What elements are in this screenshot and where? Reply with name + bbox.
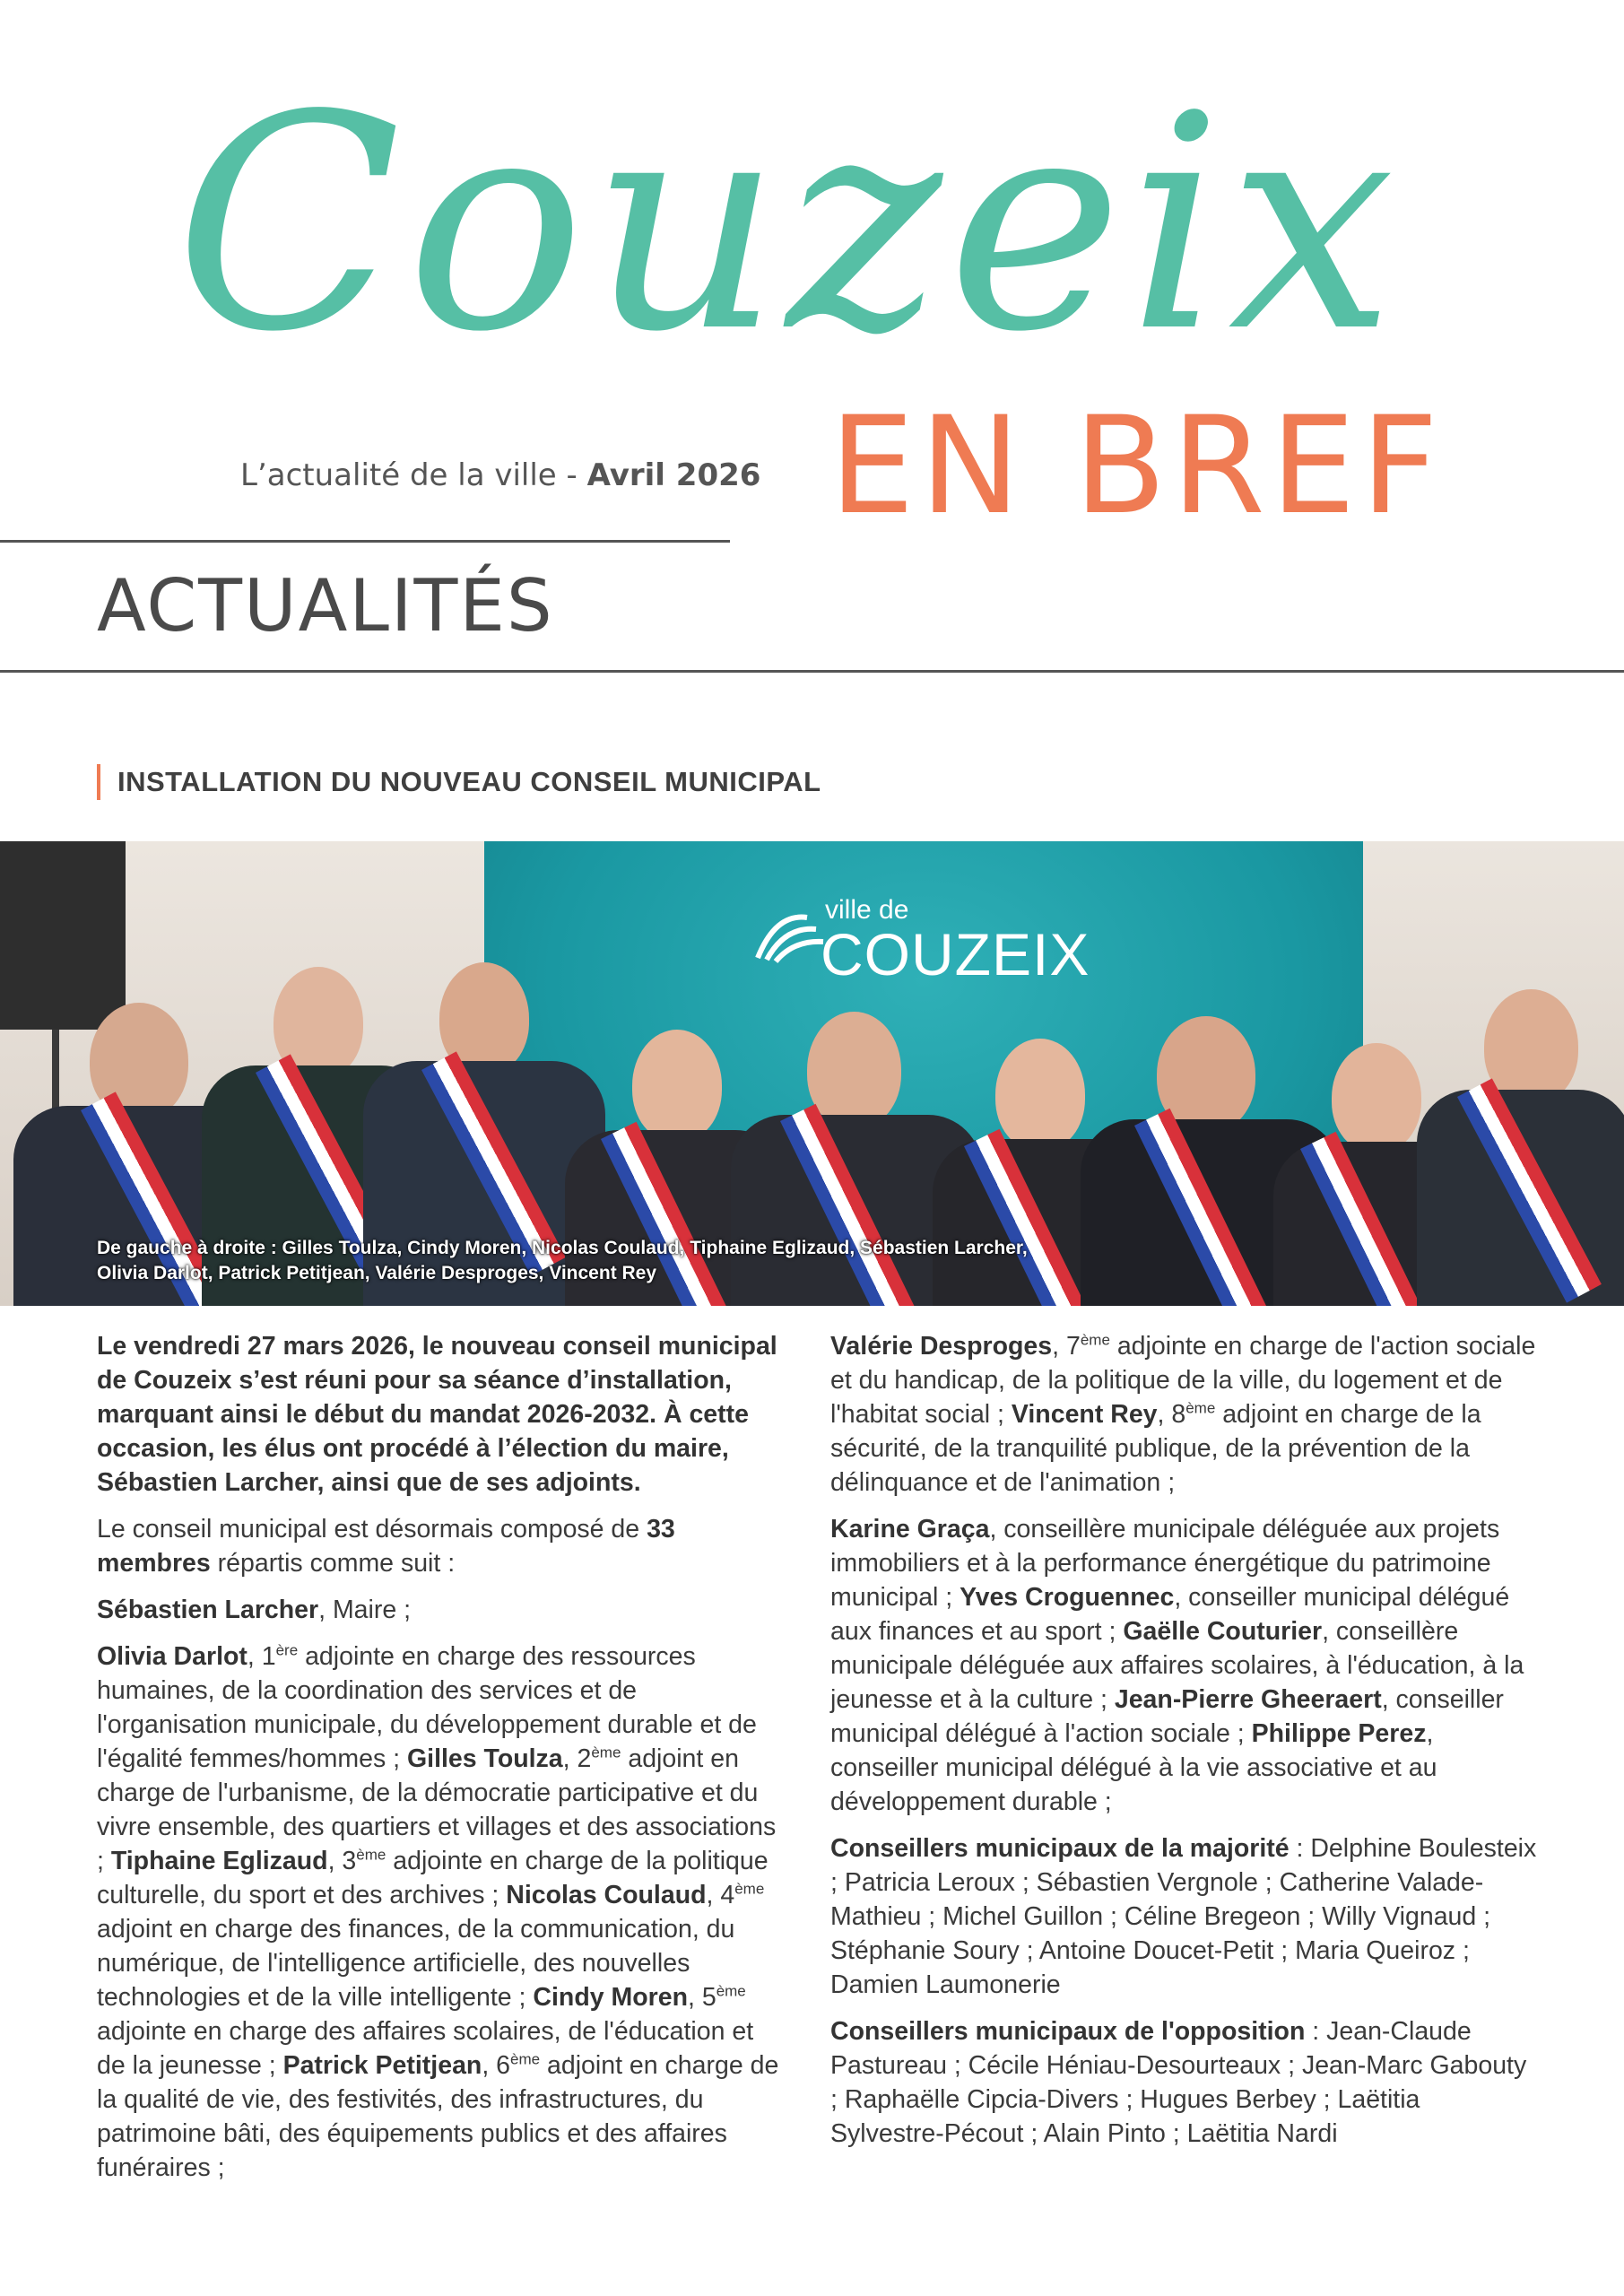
adjoint-role: adjointe en charge de la politique culturelle, du sport et des archives ; — [97, 1847, 769, 1909]
backdrop-couzeix: COUZEIX — [821, 921, 1090, 987]
delegue-name: Philippe Perez — [1251, 1719, 1427, 1748]
adjoints-paragraph — [97, 1639, 786, 2185]
adjoint-rank: , 7 — [1052, 1332, 1081, 1361]
adjoint-role: adjoint en charge de la sécurité, de la tranquilité publique, de la prévention de la délinquance et de l'animation ; — [830, 1400, 1481, 1497]
adjoint-rank-suffix: ère — [275, 1641, 299, 1659]
adjoint-role: adjointe en charge des affaires scolaires, de l'éducation et de la jeunesse ; — [97, 2017, 754, 2080]
article-column-left — [97, 1329, 786, 2197]
article-kicker: INSTALLATION DU NOUVEAU CONSEIL MUNICIPAL — [117, 766, 821, 797]
maire-role: , Maire ; — [318, 1596, 412, 1624]
adjoint-rank-suffix: ème — [1080, 1331, 1110, 1349]
adjoint-name: Cindy Moren — [533, 1983, 688, 2012]
adjoint-role: adjoint en charge des finances, de la communication, du numérique, de l'intelligence artificielle, des nouvelles technologies et de la ville intelligente ; — [97, 1915, 735, 2012]
composition-count: 33 membres — [97, 1515, 675, 1578]
loudspeaker — [0, 841, 126, 1030]
section-divider — [0, 670, 1624, 673]
masthead-divider — [0, 540, 730, 543]
composition-outro: répartis comme suit : — [210, 1549, 456, 1578]
maire-paragraph — [97, 1593, 786, 1627]
adjoint-role: adjointe en charge de l'action sociale et du handicap, de la politique de la ville, du logement et de l'habitat social ; — [830, 1332, 1536, 1429]
adjoint-rank-suffix: ème — [356, 1846, 386, 1864]
majorite-list: : Delphine Boulesteix ; Patricia Leroux ; Sébastien Vergnole ; Catherine Valade-Mathieu ; Michel Guillon ; Céline Bregeon ; Willy Vignaud ; Stéphanie Soury ; Antoine Doucet-Petit ; Maria Queiroz ; Damien Laumonerie — [830, 1834, 1537, 1999]
article-lead: Le vendredi 27 mars 2026, le nouveau conseil municipal de Couzeix s’est réuni pour sa séance d’installation, marquant ainsi le début du mandat 2026-2032. À cette occasion, les élus ont procédé à l’élection du maire, Sébastien Larcher, ainsi que de ses adjoints. — [97, 1332, 777, 1497]
tagline-prefix: L’actualité de la ville - — [240, 457, 587, 493]
adjoint-rank: , 4 — [706, 1881, 735, 1909]
adjoint-name: Gilles Toulza — [406, 1744, 563, 1773]
kicker-accent-bar — [97, 764, 100, 800]
photo-caption — [97, 1236, 1173, 1286]
delegue-name: Gaëlle Couturier — [1123, 1617, 1323, 1646]
tagline — [240, 456, 760, 495]
adjoint-rank: , 1 — [247, 1642, 276, 1671]
adjoint-rank: , 8 — [1157, 1400, 1186, 1429]
maire-name: Sébastien Larcher — [97, 1596, 319, 1624]
adjoint-name: Vincent Rey — [1011, 1400, 1158, 1429]
photo-caption-line-2: Olivia Darlot, Patrick Petitjean, Valérie Desproges, Vincent Rey — [97, 1263, 657, 1283]
photo-caption-line-1: De gauche à droite : Gilles Toulza, Cindy Moren, Nicolas Coulaud, Tiphaine Eglizaud, Sébastien Larcher, — [97, 1238, 1028, 1258]
adjoint-rank: , 3 — [327, 1847, 357, 1875]
backdrop-ville-de: ville de — [825, 895, 909, 925]
majorite-label: Conseillers municipaux de la majorité — [830, 1834, 1290, 1863]
adjoint-name: Tiphaine Eglizaud — [110, 1847, 328, 1875]
delegue-name: Karine Graça — [830, 1515, 990, 1544]
delegue-role: , conseillère municipale déléguée aux affaires scolaires, à l'éducation, à la jeunesse et à la culture ; — [830, 1617, 1524, 1714]
masthead-en-bref: EN BREF — [829, 388, 1444, 544]
majorite-paragraph — [830, 1831, 1537, 2002]
person-head — [807, 1012, 901, 1128]
opposition-paragraph — [830, 2014, 1537, 2151]
adjoint-name: Nicolas Coulaud — [506, 1881, 707, 1909]
adjoint-role: adjoint en charge de la qualité de vie, des festivités, des infrastructures, du patrimoine bâti, des équipements publics et des affaires funéraires ; — [97, 2051, 779, 2182]
delegues-paragraph — [830, 1512, 1537, 1819]
person-head — [632, 1030, 722, 1142]
tagline-date: Avril 2026 — [586, 457, 761, 493]
adjoint-rank-suffix: ème — [716, 1982, 746, 2000]
masthead-logo-couzeix: Couzeix — [175, 52, 1401, 396]
delegue-name: Yves Croguennec — [960, 1583, 1175, 1612]
delegue-name: Jean-Pierre Gheeraert — [1114, 1685, 1382, 1714]
adjoint-rank: , 5 — [688, 1983, 716, 2012]
adjoint-rank: , 2 — [562, 1744, 592, 1773]
adjoint-rank: , 6 — [482, 2051, 511, 2080]
article-column-right — [830, 1329, 1537, 2163]
composition-intro: Le conseil municipal est désormais composé de — [97, 1515, 647, 1544]
adjoint-rank-suffix: ème — [1185, 1399, 1216, 1417]
adjoints-paragraph-continued — [830, 1329, 1537, 1500]
adjoint-name: Olivia Darlot — [97, 1642, 248, 1671]
adjoint-name: Patrick Petitjean — [282, 2051, 482, 2080]
delegue-role: , conseillère municipale déléguée aux projets immobiliers et à la performance énergétique du patrimoine municipal ; — [830, 1515, 1500, 1612]
adjoint-name: Valérie Desproges — [830, 1332, 1053, 1361]
adjoint-rank-suffix: ème — [734, 1880, 765, 1898]
delegue-role: , conseiller municipal délégué à la vie associative et au développement durable ; — [830, 1719, 1437, 1816]
adjoint-role: adjoint en charge de l'urbanisme, de la démocratie participative et du vivre ensemble, des quartiers et villages et des associations ; — [97, 1744, 777, 1875]
person-head — [1332, 1043, 1421, 1152]
adjoint-role: adjointe en charge des ressources humaines, de la coordination des services et de l'organisation municipale, du développement durable et de l'égalité femmes/hommes ; — [97, 1642, 757, 1773]
adjoint-rank-suffix: ème — [510, 2050, 541, 2068]
opposition-list: : Jean-Claude Pastureau ; Cécile Héniau-Desourteaux ; Jean-Marc Gabouty ; Raphaëlle Cipcia-Divers ; Hugues Berbey ; Laëtitia Sylvestre-Pécout ; Alain Pinto ; Laëtitia Nardi — [830, 2017, 1527, 2148]
delegue-role: , conseiller municipal délégué à l'action sociale ; — [830, 1685, 1504, 1748]
person-head — [995, 1039, 1085, 1151]
opposition-label: Conseillers municipaux de l'opposition — [830, 2017, 1306, 2046]
delegue-role: , conseiller municipal délégué aux finances et au sport ; — [830, 1583, 1510, 1646]
person-head — [1484, 989, 1578, 1104]
composition-paragraph — [97, 1512, 786, 1580]
adjoint-rank-suffix: ème — [591, 1744, 621, 1761]
couzeix-logo-icon — [753, 904, 825, 967]
section-title: ACTUALITÉS — [97, 564, 554, 648]
